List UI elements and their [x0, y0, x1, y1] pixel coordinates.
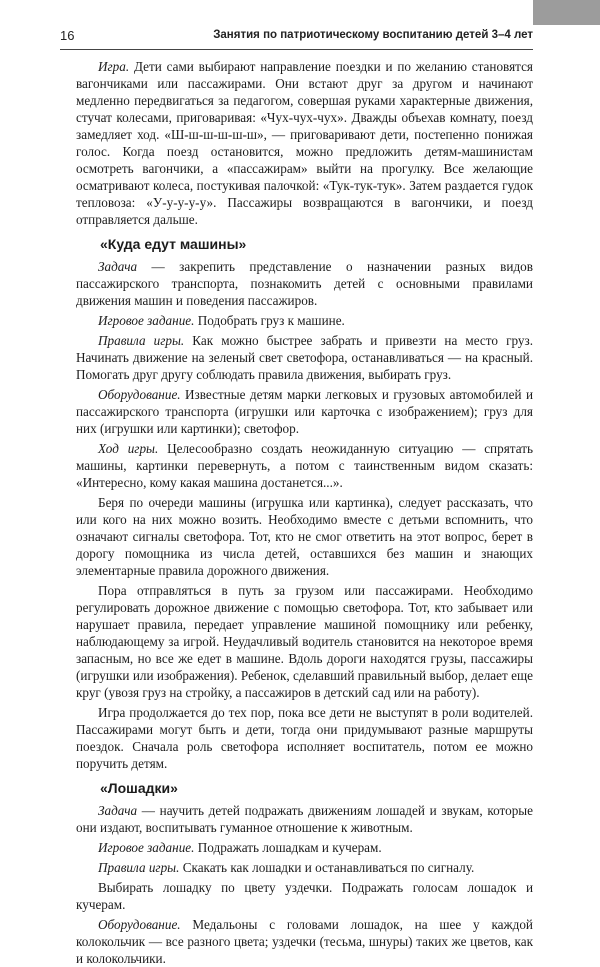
- intro-paragraph: [76, 58, 533, 228]
- intro-text: Дети сами выбирают направление поездки и по желанию становятся вагончиками или пассажирами. Они встают друг за другом и начинают медленно передвигаться за педагогом, совершая руками характерные движения, стучат колесами, приговаривая: «Чух-чух-чух». Дважды объехав комнату, поезд замедляет ход. «Ш-ш-ш-ш-ш-ш», — приговаривают дети, постепенно понижая голос. Когда поезд остановится, можно предложить детям-машинистам осмотреть вагончики, а «пассажирам» выйти на прогулку. Все желающие осматривают колеса, постукивая палочкой: «Тук-тук-тук». Затем раздается гудок тепловоза: «У-у-у-у-у». Пассажиры возвращаются в вагончики, и поезд отправляется дальше.: [76, 59, 533, 227]
- section2-heading: «Лошадки»: [100, 780, 178, 796]
- section1-rules-label: Правила игры.: [98, 333, 185, 348]
- section1-task-label: Задача: [98, 259, 138, 274]
- page-number: 16: [60, 28, 75, 43]
- section2-game-task-text: Подражать лошадкам и кучерам.: [194, 840, 382, 855]
- section-color-bar: [533, 0, 600, 25]
- section1-task-text: — закрепить представление о назначении разных видов пассажирского транспорта, познакомить детей с основными правилами движения машин и поведения пассажиров.: [76, 259, 533, 308]
- header-rule: [60, 49, 533, 50]
- intro-label: Игра.: [98, 59, 130, 74]
- section1-course-label: Ход игры.: [98, 441, 159, 456]
- section1-paragraph-3: Игра продолжается до тех пор, пока все дети не выступят в роли водителей. Пассажирами могут быть и дети, тогда они придумывают разные маршруты поездок. Сначала роль светофора исполняет воспитатель, потом ее можно поручить детям.: [76, 705, 533, 771]
- section2-game-task: [76, 839, 533, 856]
- section1-rules-text: Как можно быстрее забрать и привезти на место груз. Начинать движение на зеленый свет светофора, останавливаться — на красный. Помогать друг другу соблюдать правила движения, выбирать груз.: [76, 333, 533, 382]
- section1-paragraph-1: Беря по очереди машины (игрушка или картинка), следует рассказать, что или кого на них можно возить. Необходимо вместе с детьми вспомнить, что означают сигналы светофора. Тот, кто не смог ответить на этот вопрос, берет в дорогу помощника из числа детей, оставшихся без машин и знающих элементарные правила дорожного движения.: [76, 495, 533, 578]
- section1-game-task-text: Подобрать груз к машине.: [194, 313, 345, 328]
- section2-rules: [76, 859, 533, 876]
- section2-task: [76, 802, 533, 836]
- section2-equipment-label: Оборудование.: [98, 917, 181, 932]
- section2-task-label: Задача: [98, 803, 138, 818]
- section1-game-task: [76, 312, 533, 329]
- section1-paragraph-2: Пора отправляться в путь за грузом или пассажирами. Необходимо регулировать дорожное движение с помощью светофора. Тот, кто забывает или нарушает правила, передает управление машиной помощнику или ребенку, наблюдающему за игрой. Неудачливый водитель становится на некоторое время запасным, но все же едет в машине. Вдоль дороги находятся грузы, пассажиры (игрушки или изображения). Ребенок, сделавший правильный выбор, делает еще круг (увозя груз на стройку, а пассажиров в детский сад или на работу).: [76, 583, 533, 700]
- section2-equipment-text: Медальоны с головами лошадок, на шее у каждой колокольчик — все разного цвета; уздечки (тесьма, шнуры) таких же цветов, как и колокольчики.: [76, 917, 533, 966]
- section2-choose: Выбирать лошадку по цвету уздечки. Подражать голосам лошадок и кучерам.: [76, 880, 533, 912]
- page-header: [60, 28, 533, 52]
- section1-heading: «Куда едут машины»: [100, 236, 247, 252]
- section1-rules: [76, 332, 533, 383]
- section2-equipment: [76, 916, 533, 967]
- section2-game-task-label: Игровое задание.: [98, 840, 195, 855]
- section1-equipment-text: Известные детям марки легковых и грузовых автомобилей и пассажирского транспорта (игрушки или карточка с изображением); груз для них (игрушки или картинки); светофор.: [76, 387, 533, 436]
- running-title: Занятия по патриотическому воспитанию детей 3–4 лет: [213, 29, 533, 41]
- section2-task-text: — научить детей подражать движениям лошадей и звукам, которые они издают, воспитывать гуманное отношение к животным.: [76, 803, 533, 835]
- section1-task: [76, 258, 533, 309]
- section1-equipment-label: Оборудование.: [98, 387, 181, 402]
- page-body: [76, 58, 533, 967]
- section1-course-text: Целесообразно создать неожиданную ситуацию — спрятать машины, картинки перевернуть, а потом с таинственным видом сказать: «Интересно, кому какая машина достанется...».: [76, 441, 533, 490]
- section2-rules-text: Скакать как лошадки и останавливаться по сигналу.: [179, 860, 475, 875]
- section1-equipment: [76, 386, 533, 437]
- section1-course: [76, 440, 533, 491]
- section1-game-task-label: Игровое задание.: [98, 313, 195, 328]
- section2-rules-label: Правила игры.: [98, 860, 180, 875]
